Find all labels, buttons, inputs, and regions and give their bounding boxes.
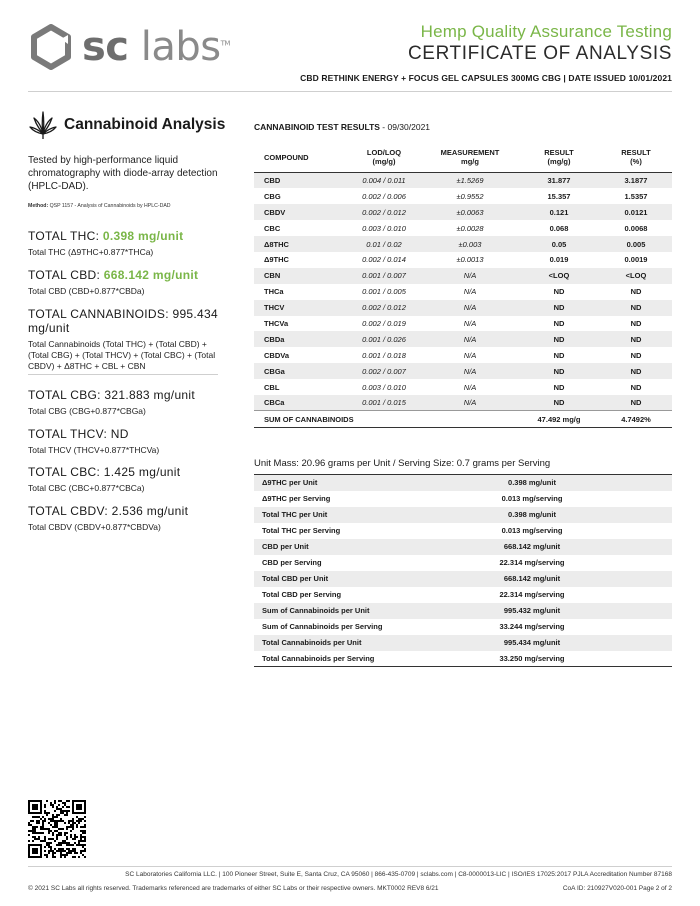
total-cbd-formula: Total CBD (CBD+0.877*CBDa) bbox=[28, 286, 145, 296]
col-lod-loq: LOD/LOQ (mg/g) bbox=[346, 144, 422, 173]
cell-percent: ND bbox=[600, 395, 672, 411]
cell-result: ND bbox=[553, 350, 565, 360]
footer-address: SC Laboratories California LLC. | 100 Pioneer Street, Suite E, Santa Cruz, CA 95060 | 866-435-0709 | sclabs.com | C8-0000013-LIC | ISO/IES 17025:2017 PJLA Accreditation Number 87168 bbox=[125, 871, 672, 878]
header-title-line1: Hemp Quality Assurance Testing bbox=[420, 22, 672, 41]
sum-result: 47.492 mg/g bbox=[518, 411, 600, 428]
cell-result: ND bbox=[553, 318, 565, 328]
total-cbg-formula: Total CBG (CBG+0.877*CBGa) bbox=[28, 406, 146, 416]
serving-value: 995.434 mg/unit bbox=[392, 635, 672, 651]
cell-percent: ND bbox=[630, 350, 642, 360]
serving-value: 0.013 mg/serving bbox=[501, 494, 563, 503]
cell-lod-loq: 0.002 / 0.006 bbox=[362, 191, 406, 201]
cell-lod-loq: 0.002 / 0.014 bbox=[362, 255, 406, 265]
footer-coa-id: CoA ID: 210927V020-001 Page 2 of 2 bbox=[562, 885, 672, 892]
serving-label: Total THC per Serving bbox=[262, 526, 341, 535]
table-row bbox=[254, 347, 672, 363]
cell-result: ND bbox=[553, 287, 565, 297]
section-title bbox=[28, 110, 248, 140]
cell-percent: ND bbox=[600, 300, 672, 316]
serving-value: 668.142 mg/unit bbox=[392, 539, 672, 555]
col-measurement: MEASUREMENT mg/g bbox=[422, 144, 518, 173]
cell-lod-loq: 0.002 / 0.007 bbox=[346, 363, 422, 379]
cell-compound: Δ8THC bbox=[254, 236, 346, 252]
cell-compound: CBDVa bbox=[264, 350, 290, 360]
table-row bbox=[254, 252, 672, 268]
serving-label: Total CBD per Unit bbox=[254, 571, 392, 587]
results-title bbox=[254, 122, 430, 132]
cell-lod-loq: 0.002 / 0.012 bbox=[346, 300, 422, 316]
cell-lod-loq: 0.001 / 0.015 bbox=[346, 395, 422, 411]
cell-compound: CBDV bbox=[254, 204, 346, 220]
serving-row bbox=[254, 491, 672, 507]
cell-percent: 1.5357 bbox=[624, 191, 648, 201]
cell-compound: THCa bbox=[264, 287, 284, 297]
serving-value: 0.013 mg/serving bbox=[501, 526, 563, 535]
left-column bbox=[28, 110, 248, 209]
cell-lod-loq: 0.002 / 0.019 bbox=[362, 318, 406, 328]
sc-labs-logo bbox=[28, 24, 230, 70]
cell-percent: ND bbox=[630, 382, 642, 392]
cell-lod-loq: 0.01 / 0.02 bbox=[346, 236, 422, 252]
method-description: Tested by high-performance liquid chromatography with diode-array detection (HPLC-DAD). bbox=[28, 155, 218, 192]
sum-row bbox=[254, 411, 672, 428]
left-divider bbox=[28, 374, 218, 375]
table-row bbox=[254, 220, 672, 236]
table-row bbox=[254, 395, 672, 411]
cell-result: <LOQ bbox=[518, 268, 600, 284]
serving-label: Δ9THC per Serving bbox=[262, 494, 331, 503]
table-row bbox=[254, 268, 672, 284]
serving-row bbox=[254, 651, 672, 667]
cell-result: 0.068 bbox=[549, 223, 569, 233]
cannabis-leaf-icon bbox=[28, 110, 58, 140]
cell-measurement: N/A bbox=[422, 331, 518, 347]
cell-lod-loq: 0.001 / 0.007 bbox=[346, 268, 422, 284]
cell-percent: ND bbox=[630, 287, 642, 297]
cell-measurement: ±0.0063 bbox=[422, 204, 518, 220]
logo-wordmark bbox=[82, 24, 230, 70]
cell-lod-loq: 0.003 / 0.010 bbox=[362, 223, 406, 233]
table-row bbox=[254, 284, 672, 300]
serving-label: Δ9THC per Unit bbox=[254, 475, 392, 491]
logo-text-labs: labs bbox=[140, 24, 221, 70]
serving-row bbox=[254, 475, 672, 491]
serving-label: Total Cannabinoids per Serving bbox=[262, 653, 375, 663]
total-cbg-label: TOTAL CBG: 321.883 mg/unit bbox=[28, 388, 195, 402]
cell-compound: CBL bbox=[264, 382, 280, 392]
header-subtitle: CBD RETHINK ENERGY + FOCUS GEL CAPSULES 300MG CBG | DATE ISSUED 10/01/2021 bbox=[300, 73, 672, 83]
total-cbdv-formula: Total CBDV (CBDV+0.877*CBDVa) bbox=[28, 522, 161, 532]
cell-compound: CBG bbox=[264, 191, 281, 201]
serving-label: CBD per Serving bbox=[262, 558, 322, 567]
cell-result: 0.019 bbox=[549, 255, 569, 265]
cell-compound: CBDa bbox=[254, 331, 346, 347]
logo-trademark: TM bbox=[220, 39, 230, 48]
table-row bbox=[254, 363, 672, 379]
total-cannabinoids-formula: Total Cannabinoids (Total THC) + (Total CBD) + (Total CBG) + (Total THCV) + (Total CBC) + (Total CBDV) + Δ8THC + CBL + CBN bbox=[28, 339, 216, 371]
cell-measurement: ±0.003 bbox=[422, 236, 518, 252]
serving-row bbox=[254, 603, 672, 619]
header-title-line2: CERTIFICATE OF ANALYSIS bbox=[407, 43, 672, 64]
total-thc-formula: Total THC (Δ9THC+0.877*THCa) bbox=[28, 247, 154, 257]
serving-row bbox=[254, 571, 672, 587]
serving-row bbox=[254, 587, 672, 603]
cell-compound: Δ9THC bbox=[264, 255, 289, 265]
results-title-label: CANNABINOID TEST RESULTS bbox=[254, 122, 380, 132]
total-cbd bbox=[28, 268, 258, 297]
header-divider bbox=[28, 91, 672, 92]
serving-value: 0.398 mg/unit bbox=[392, 475, 672, 491]
serving-label: CBD per Unit bbox=[254, 539, 392, 555]
cell-lod-loq: 0.003 / 0.010 bbox=[362, 382, 406, 392]
cell-measurement: N/A bbox=[463, 350, 477, 360]
total-cbc-formula: Total CBC (CBC+0.877*CBCa) bbox=[28, 483, 145, 493]
total-thcv bbox=[28, 427, 258, 456]
total-thc-value: 0.398 mg/unit bbox=[102, 229, 184, 243]
serving-row bbox=[254, 555, 672, 571]
table-row bbox=[254, 316, 672, 332]
header-titles bbox=[300, 22, 672, 83]
total-cbd-label: TOTAL CBD: bbox=[28, 268, 104, 282]
cell-lod-loq: 0.001 / 0.018 bbox=[362, 350, 406, 360]
cell-lod-loq: 0.001 / 0.026 bbox=[346, 331, 422, 347]
cell-measurement: N/A bbox=[463, 318, 477, 328]
cell-percent: 3.1877 bbox=[600, 173, 672, 189]
unit-mass-text: Unit Mass: 20.96 grams per Unit / Serving Size: 0.7 grams per Serving bbox=[254, 458, 551, 469]
logo-text-sc: sc bbox=[82, 24, 129, 70]
section-title-text: Cannabinoid Analysis bbox=[64, 116, 226, 133]
cell-percent: 0.005 bbox=[600, 236, 672, 252]
total-thcv-formula: Total THCV (THCV+0.877*THCVa) bbox=[28, 445, 160, 455]
col-compound: COMPOUND bbox=[254, 144, 346, 173]
cell-measurement: ±1.5269 bbox=[422, 173, 518, 189]
total-thcv-label: TOTAL THCV: ND bbox=[28, 427, 129, 441]
cell-percent: ND bbox=[600, 331, 672, 347]
serving-value: 22.314 mg/serving bbox=[499, 590, 565, 599]
cannabinoid-results-table bbox=[254, 144, 672, 428]
cell-measurement: ±0.9552 bbox=[456, 191, 484, 201]
total-cbdv bbox=[28, 504, 258, 533]
table-row bbox=[254, 331, 672, 347]
table-row bbox=[254, 173, 672, 189]
cell-measurement: ±0.0013 bbox=[456, 255, 484, 265]
table-row bbox=[254, 300, 672, 316]
cell-result: ND bbox=[518, 331, 600, 347]
cell-percent: <LOQ bbox=[600, 268, 672, 284]
cell-compound: THCVa bbox=[264, 318, 289, 328]
cell-compound: CBGa bbox=[254, 363, 346, 379]
col-result-mg: RESULT (mg/g) bbox=[518, 144, 600, 173]
cell-measurement: N/A bbox=[422, 363, 518, 379]
cell-measurement: N/A bbox=[422, 300, 518, 316]
total-cbg bbox=[28, 388, 258, 417]
cell-measurement: N/A bbox=[463, 287, 477, 297]
total-thc bbox=[28, 229, 258, 258]
table-row bbox=[254, 188, 672, 204]
total-thc-label: TOTAL THC: bbox=[28, 229, 103, 243]
cell-result: 15.357 bbox=[547, 191, 571, 201]
cell-result: ND bbox=[518, 395, 600, 411]
col-result-pct: RESULT (%) bbox=[600, 144, 672, 173]
serving-row bbox=[254, 619, 672, 635]
cell-lod-loq: 0.004 / 0.011 bbox=[346, 173, 422, 189]
cell-compound: THCV bbox=[254, 300, 346, 316]
sc-labs-hexagon-icon bbox=[28, 24, 74, 70]
serving-table bbox=[254, 474, 672, 667]
total-cbdv-label: TOTAL CBDV: 2.536 mg/unit bbox=[28, 504, 189, 518]
serving-value: 33.244 mg/serving bbox=[499, 622, 565, 631]
serving-label: Total CBD per Serving bbox=[262, 590, 342, 599]
footer-copyright: © 2021 SC Labs all rights reserved. Trademarks referenced are trademarks of either SC Labs or their respective owners. MKT0002 REV8 6/21 bbox=[28, 885, 439, 892]
serving-label: Total Cannabinoids per Unit bbox=[254, 635, 392, 651]
cell-lod-loq: 0.002 / 0.012 bbox=[346, 204, 422, 220]
cell-measurement: ±0.0028 bbox=[456, 223, 484, 233]
total-cbc bbox=[28, 465, 258, 494]
serving-label: Sum of Cannabinoids per Serving bbox=[262, 622, 383, 631]
cell-compound: CBN bbox=[254, 268, 346, 284]
sum-label: SUM OF CANNABINOIDS bbox=[254, 411, 518, 428]
results-header-row bbox=[254, 144, 672, 173]
cell-compound: CBCa bbox=[254, 395, 346, 411]
serving-value: 22.314 mg/serving bbox=[499, 558, 565, 567]
cell-lod-loq: 0.001 / 0.005 bbox=[362, 287, 406, 297]
table-row bbox=[254, 204, 672, 220]
method-label: Method: bbox=[28, 203, 49, 209]
results-title-date: - 09/30/2021 bbox=[379, 122, 431, 132]
serving-label: Sum of Cannabinoids per Unit bbox=[254, 603, 392, 619]
cell-compound: CBC bbox=[264, 223, 281, 233]
cell-result: ND bbox=[553, 382, 565, 392]
serving-value: 33.250 mg/serving bbox=[499, 653, 565, 663]
table-row bbox=[254, 379, 672, 395]
table-row bbox=[254, 236, 672, 252]
cell-percent: 0.0068 bbox=[624, 223, 648, 233]
total-cannabinoids-label: TOTAL CANNABINOIDS: 995.434 mg/unit bbox=[28, 307, 218, 335]
cell-measurement: N/A bbox=[422, 395, 518, 411]
cell-result: ND bbox=[518, 363, 600, 379]
cell-measurement: N/A bbox=[422, 268, 518, 284]
cell-percent: 0.0121 bbox=[600, 204, 672, 220]
cell-result: 0.05 bbox=[518, 236, 600, 252]
cell-result: ND bbox=[518, 300, 600, 316]
cell-compound: CBD bbox=[254, 173, 346, 189]
footer-divider bbox=[28, 866, 672, 867]
serving-row bbox=[254, 635, 672, 651]
serving-row bbox=[254, 507, 672, 523]
method-line bbox=[28, 203, 248, 209]
footer-legal bbox=[28, 885, 672, 892]
serving-label: Total THC per Unit bbox=[254, 507, 392, 523]
sum-percent: 4.7492% bbox=[600, 411, 672, 428]
total-cbd-value: 668.142 mg/unit bbox=[103, 268, 199, 282]
serving-value: 0.398 mg/unit bbox=[392, 507, 672, 523]
total-cbc-label: TOTAL CBC: 1.425 mg/unit bbox=[28, 465, 181, 479]
cell-result: 31.877 bbox=[518, 173, 600, 189]
method-text: QSP 1157 - Analysis of Cannabinoids by HPLC-DAD bbox=[49, 203, 171, 209]
cell-percent: 0.0019 bbox=[624, 255, 648, 265]
total-cannabinoids bbox=[28, 307, 258, 372]
cell-measurement: N/A bbox=[463, 382, 477, 392]
serving-value: 668.142 mg/unit bbox=[392, 571, 672, 587]
cell-result: 0.121 bbox=[518, 204, 600, 220]
qr-code[interactable] bbox=[28, 800, 86, 858]
cell-percent: ND bbox=[630, 318, 642, 328]
serving-row bbox=[254, 523, 672, 539]
cell-percent: ND bbox=[600, 363, 672, 379]
serving-row bbox=[254, 539, 672, 555]
serving-value: 995.432 mg/unit bbox=[392, 603, 672, 619]
